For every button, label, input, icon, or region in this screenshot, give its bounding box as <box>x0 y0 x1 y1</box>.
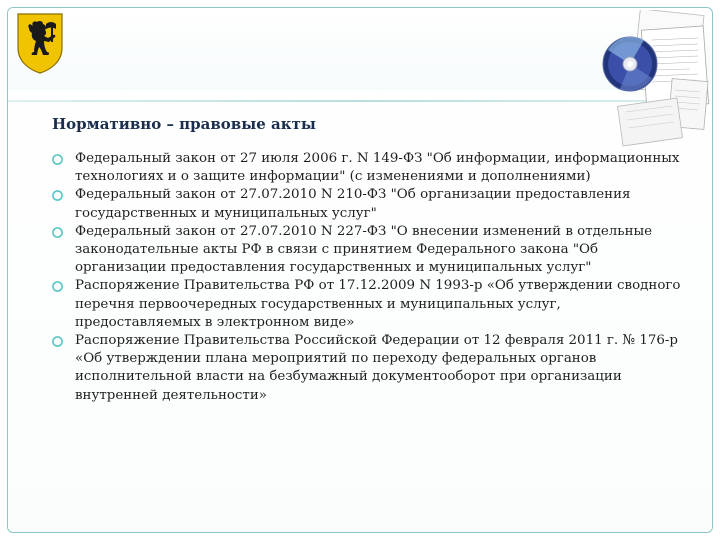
list-item-text: Федеральный закон от 27 июля 2006 г. N 149-ФЗ "Об информации, информационных технологиях и о защите информации" (с изменениями и дополнениями) <box>75 151 680 185</box>
circle-bullet-icon <box>52 227 63 238</box>
list-item <box>52 186 684 222</box>
list-item-text: Федеральный закон от 27.07.2010 N 227-ФЗ "О внесении изменений в отдельные законодательные акты РФ в связи с принятием Федерального закона "Об организации предоставления государственных и муниципальных услуг" <box>75 223 653 276</box>
circle-bullet-icon <box>52 281 63 292</box>
list-item-text: Распоряжение Правительства Российской Федерации от 12 февраля 2011 г. № 176-р «Об утверждении плана мероприятий по переходу федеральных органов исполнительной власти на безбумажный документооборот при организации внутренней деятельности» <box>75 333 678 403</box>
list-item <box>52 332 684 405</box>
page-title: Нормативно – правовые акты <box>52 115 316 133</box>
documents-cd-icon <box>600 10 712 150</box>
coat-of-arms-icon <box>16 12 64 74</box>
list-item <box>52 223 684 278</box>
list-item-text: Федеральный закон от 27.07.2010 N 210-ФЗ "Об организации предоставления государственных и муниципальных услуг" <box>75 187 631 221</box>
list-item <box>52 277 684 332</box>
circle-bullet-icon <box>52 190 63 201</box>
law-list <box>52 150 684 405</box>
list-item <box>52 150 684 186</box>
circle-bullet-icon <box>52 336 63 347</box>
circle-bullet-icon <box>52 154 63 165</box>
list-item-text: Распоряжение Правительства РФ от 17.12.2009 N 1993-р «Об утверждении сводного перечня первоочередных государственных и муниципальных услуг, предоставляемых в электронном виде» <box>75 278 681 330</box>
